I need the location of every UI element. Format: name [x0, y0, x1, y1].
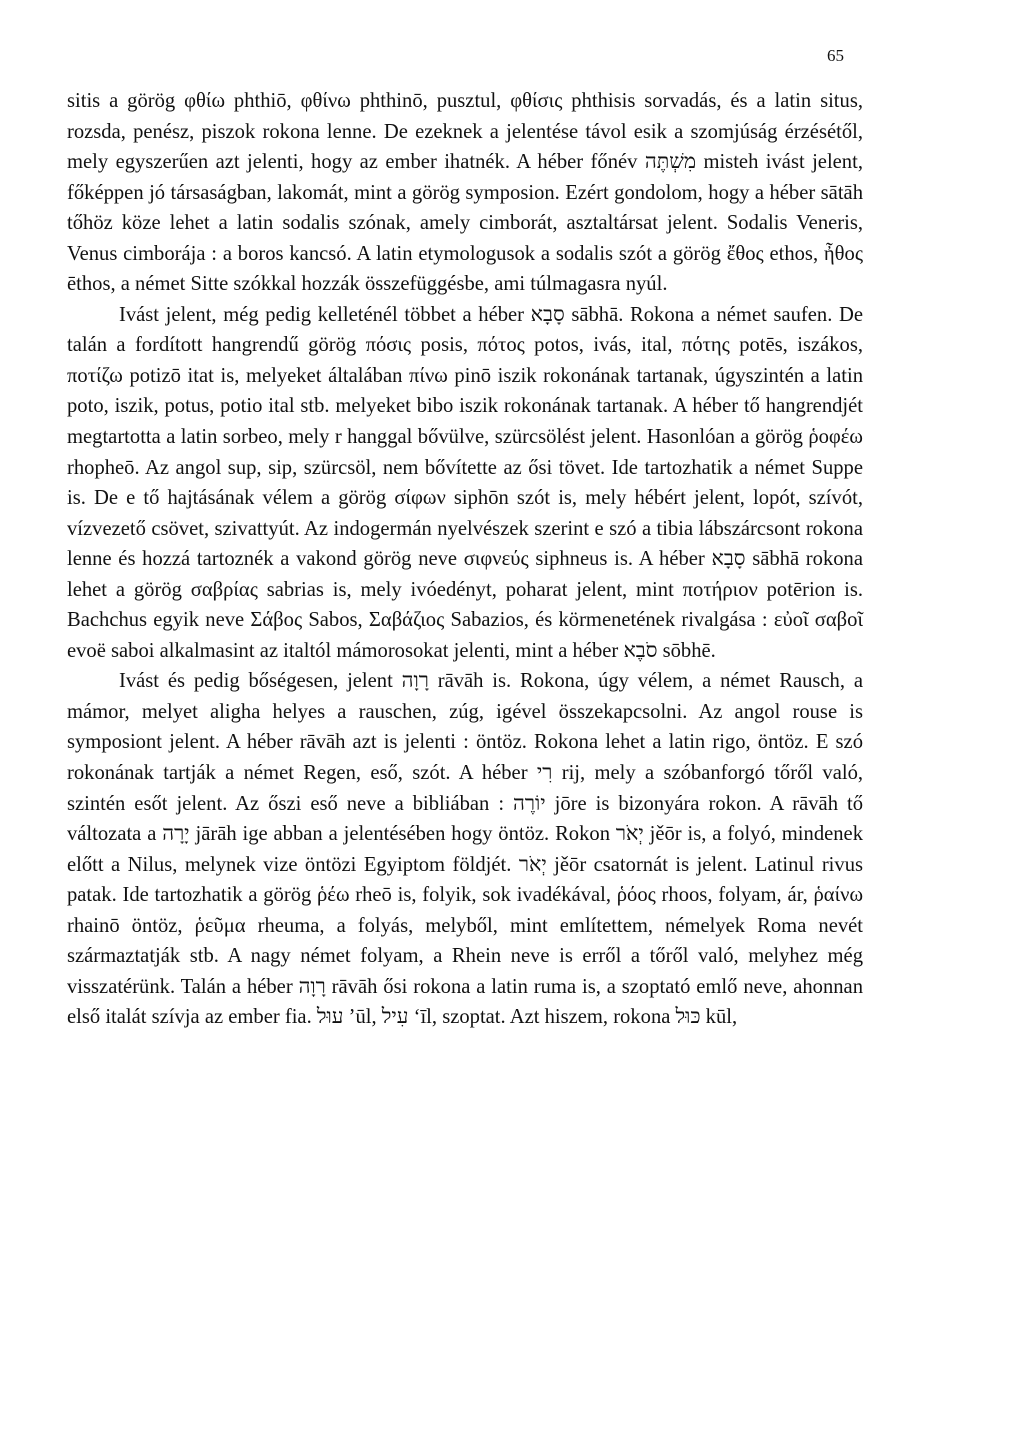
paragraph: Ivást és pedig bőségesen, jelent רָוָה rāvāh is. Rokona, úgy vélem, a német Rausch, a mámor, melyet aligha helyes a rauschen, zúg, igével összekapcsolni. Az angol rouse is symposiont jelent. A héber rāvāh azt is jelenti : öntöz. Rokona lehet a latin rigo, öntöz. E szó rokonának tartják a német Regen, eső, szót. A héber רִי rij, mely a szóbanforgó tőről való, szintén esőt jelent. Az őszi eső neve a bibliában : יוֹרֶה jōre is bizonyára rokon. A rāvāh tő változata a יָרָה jārāh ige abban a jelentésében hogy öntöz. Rokon יְאֹר jěōr is, a folyó, mindenek előtt a Nilus, melynek vize öntözi Egyiptom földjét. יְאֹר jěōr csatornát is jelent. Latinul rivus patak. Ide tartozhatik a görög ῥέω rheō is, folyik, sok ivadékával, ῥόος rhoos, folyam, ár, ῥαίνω rhainō öntöz, ῥεῦμα rheuma, a folyás, melyből, mint említettem, némelyek Roma nevét származtatják stb. A nagy német folyam, a Rhein neve is erről a tőről való, melyhez még visszatérünk. Talán a héber רָוָה rāvāh ősi rokona a latin ruma is, a szoptató emlő neve, ahonnan első italát szívja az ember fia. עוּל ’ūl, עִיל ‘īl, szoptat. Azt hiszem, rokona כּוּל kūl,: [67, 670, 864, 1029]
page-number: 65: [827, 46, 844, 65]
paragraph: Ivást jelent, még pedig kelleténél többet a héber סָבָא sābhā. Rokona a német saufen. De talán a fordított hangrendű görög πόσις posis, πότος potos, ivás, ital, πότης potēs, iszákos, ποτίζω potizō itat is, melyeket általában πίνω pinō iszik rokonának tartanak, úgyszintén a latin poto, iszik, potus, potio ital stb. melyeket bibo iszik rokonának tartanak. A héber tő hangrendjét megtartotta a latin sorbeo, mely r hanggal bővülve, szürcsölést jelent. Hasonlóan a görög ῥοφέω rhopheō. Az angol sup, sip, szürcsöl, nem bővítette az ősi tövet. Ide tartozhatik a német Suppe is. De e tő hajtásának vélem a görög σίφων siphōn szót is, mely hébért jelent, lopót, szívót, vízvezető csövet, szivattyút. Az indogermán nyelvészek szerint e szó a tibia lábszárcsont rokona lenne és hozzá tartoznék a vakond görög neve σιφνεύς siphneus is. A héber סָבָא sābhā rokona lehet a görög σαβρίας sabrias is, mely ivóedényt, poharat jelent, mint ποτήριον potērion is. Bachchus egyik neve Σάβος Sabos, Σαβάζιος Sabazios, és körmenetének rivalgása : εὐοῖ σαβοῖ evoë saboi alkalmasint az italtól mámorosokat jelenti, mint a héber סֹבֶא sōbhē.: [67, 303, 863, 662]
paragraph: sitis a görög φθίω phthiō, φθίνω phthinō, pusztul, φθίσις phthisis sorvadás, és a latin situs, rozsda, penész, piszok rokona lenne. De ezeknek a jelentése távol esik a szomjúság érzésétől, mely egyszerűen azt jelenti, hogy az ember ihatnék. A héber főnév מִשְׁתֶּה misteh ivást jelent, főképpen jó társaságban, lakomát, mint a görög symposion. Ezért gondolom, hogy a héber sātāh tőhöz köze lehet a latin sodalis szónak, amely cimborát, asztaltársat jelent. Sodalis Veneris, Venus cimborája : a boros kancsó. A latin etymologusok a sodalis szót a görög ἔθος ethos, ἦθος ēthos, a német Sitte szókkal hozzák összefüggésbe, ami túlmagasra nyúl.: [67, 90, 863, 296]
body-text: [67, 86, 863, 1033]
